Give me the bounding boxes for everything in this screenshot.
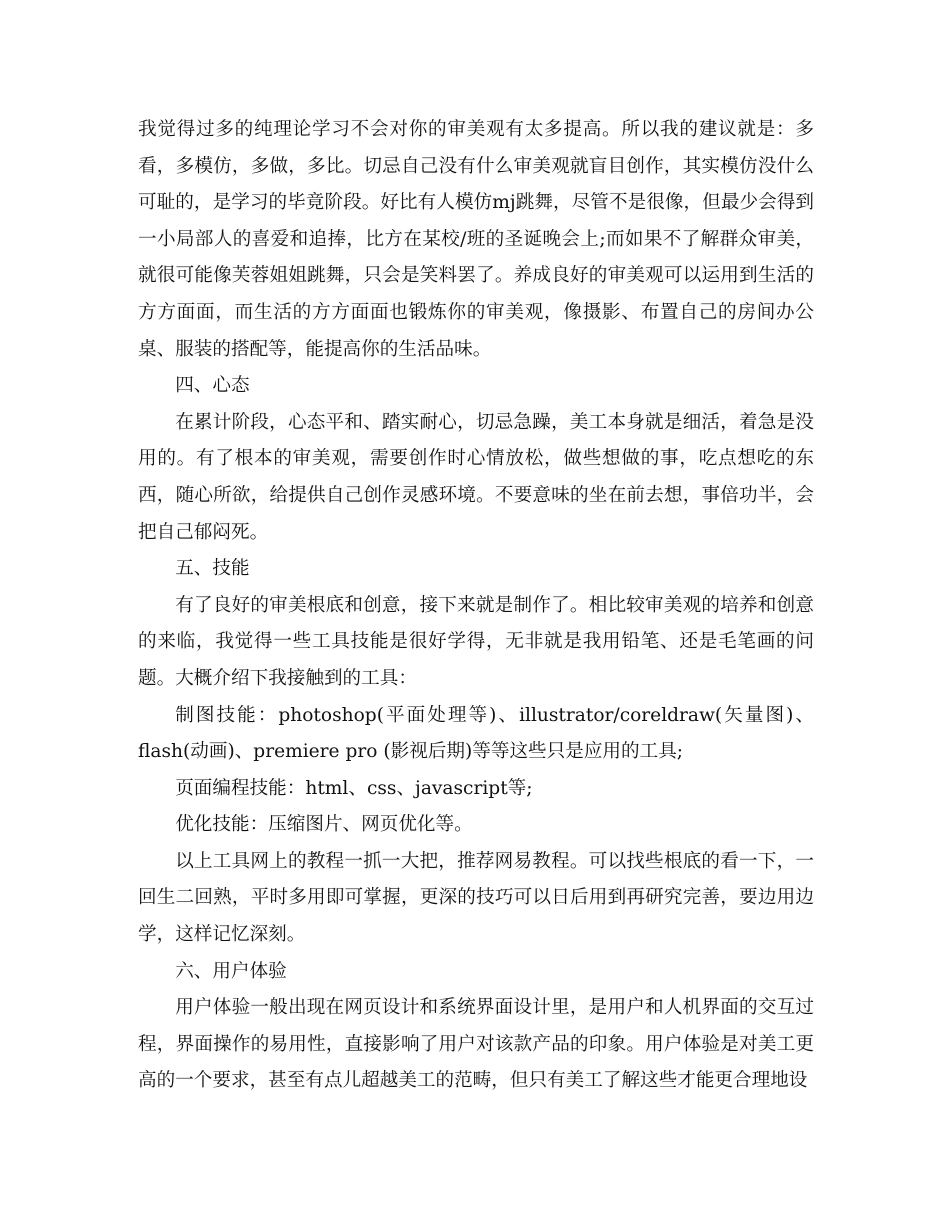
paragraph-tutorials: 以上工具网上的教程一抓一大把，推荐网易教程。可以找些根底的看一下，一回生二回熟，平时多用即可掌握，更深的技巧可以日后用到再研究完善，要边用边学，这样记忆深刻。 [138, 850, 814, 946]
paragraph-graphics-skills: 制图技能：photoshop(平面处理等)、illustrator/coreldraw(矢量图)、flash(动画)、premiere pro (影视后期)等等这些只是应用的工具; [138, 704, 814, 763]
paragraph-optimization-skills: 优化技能：压缩图片、网页优化等。 [175, 814, 473, 836]
paragraph-aesthetics-advice: 我觉得过多的纯理论学习不会对你的审美观有太多提高。所以我的建议就是：多看，多模仿，多做，多比。切忌自己没有什么审美观就盲目创作，其实模仿没什么可耻的，是学习的毕竟阶段。好比有人模仿mj跳舞，尽管不是很像，但最少会得到一小局部人的喜爱和追捧，比方在某校/班的圣诞晚会上;而如果不了解群众审美，就很可能像芙蓉姐姐跳舞，只会是笑料罢了。养成良好的审美观可以运用到生活的方方面面，而生活的方方面面也锻炼你的审美观，像摄影、布置自己的房间办公桌、服装的搭配等，能提高你的生活品味。 [138, 119, 814, 360]
paragraph-programming-skills: 页面编程技能：html、css、javascript等; [175, 777, 533, 799]
section-heading-mindset: 四、心态 [175, 375, 250, 397]
paragraph-mindset: 在累计阶段，心态平和、踏实耐心，切忌急躁，美工本身就是细活，着急是没用的。有了根本的审美观，需要创作时心情放松，做些想做的事，吃点想吃的东西，随心所欲，给提供自己创作灵感环境。不要意味的坐在前去想，事倍功半，会把自己郁闷死。 [138, 411, 814, 543]
paragraph-skills-intro: 有了良好的审美根底和创意，接下来就是制作了。相比较审美观的培养和创意的来临，我觉得一些工具技能是很好学得，无非就是我用铅笔、还是毛笔画的问题。大概介绍下我接触到的工具： [138, 594, 814, 689]
section-heading-skills: 五、技能 [175, 558, 250, 580]
paragraph-user-experience: 用户体验一般出现在网页设计和系统界面设计里，是用户和人机界面的交互过程，界面操作的易用性，直接影响了用户对该款产品的印象。用户体验是对美工更高的一个要求，甚至有点儿超越美工的范畴，但只有美工了解这些才能更合理地设 [138, 997, 814, 1092]
section-heading-user-experience: 六、用户体验 [175, 960, 287, 982]
document-body [138, 112, 814, 1100]
